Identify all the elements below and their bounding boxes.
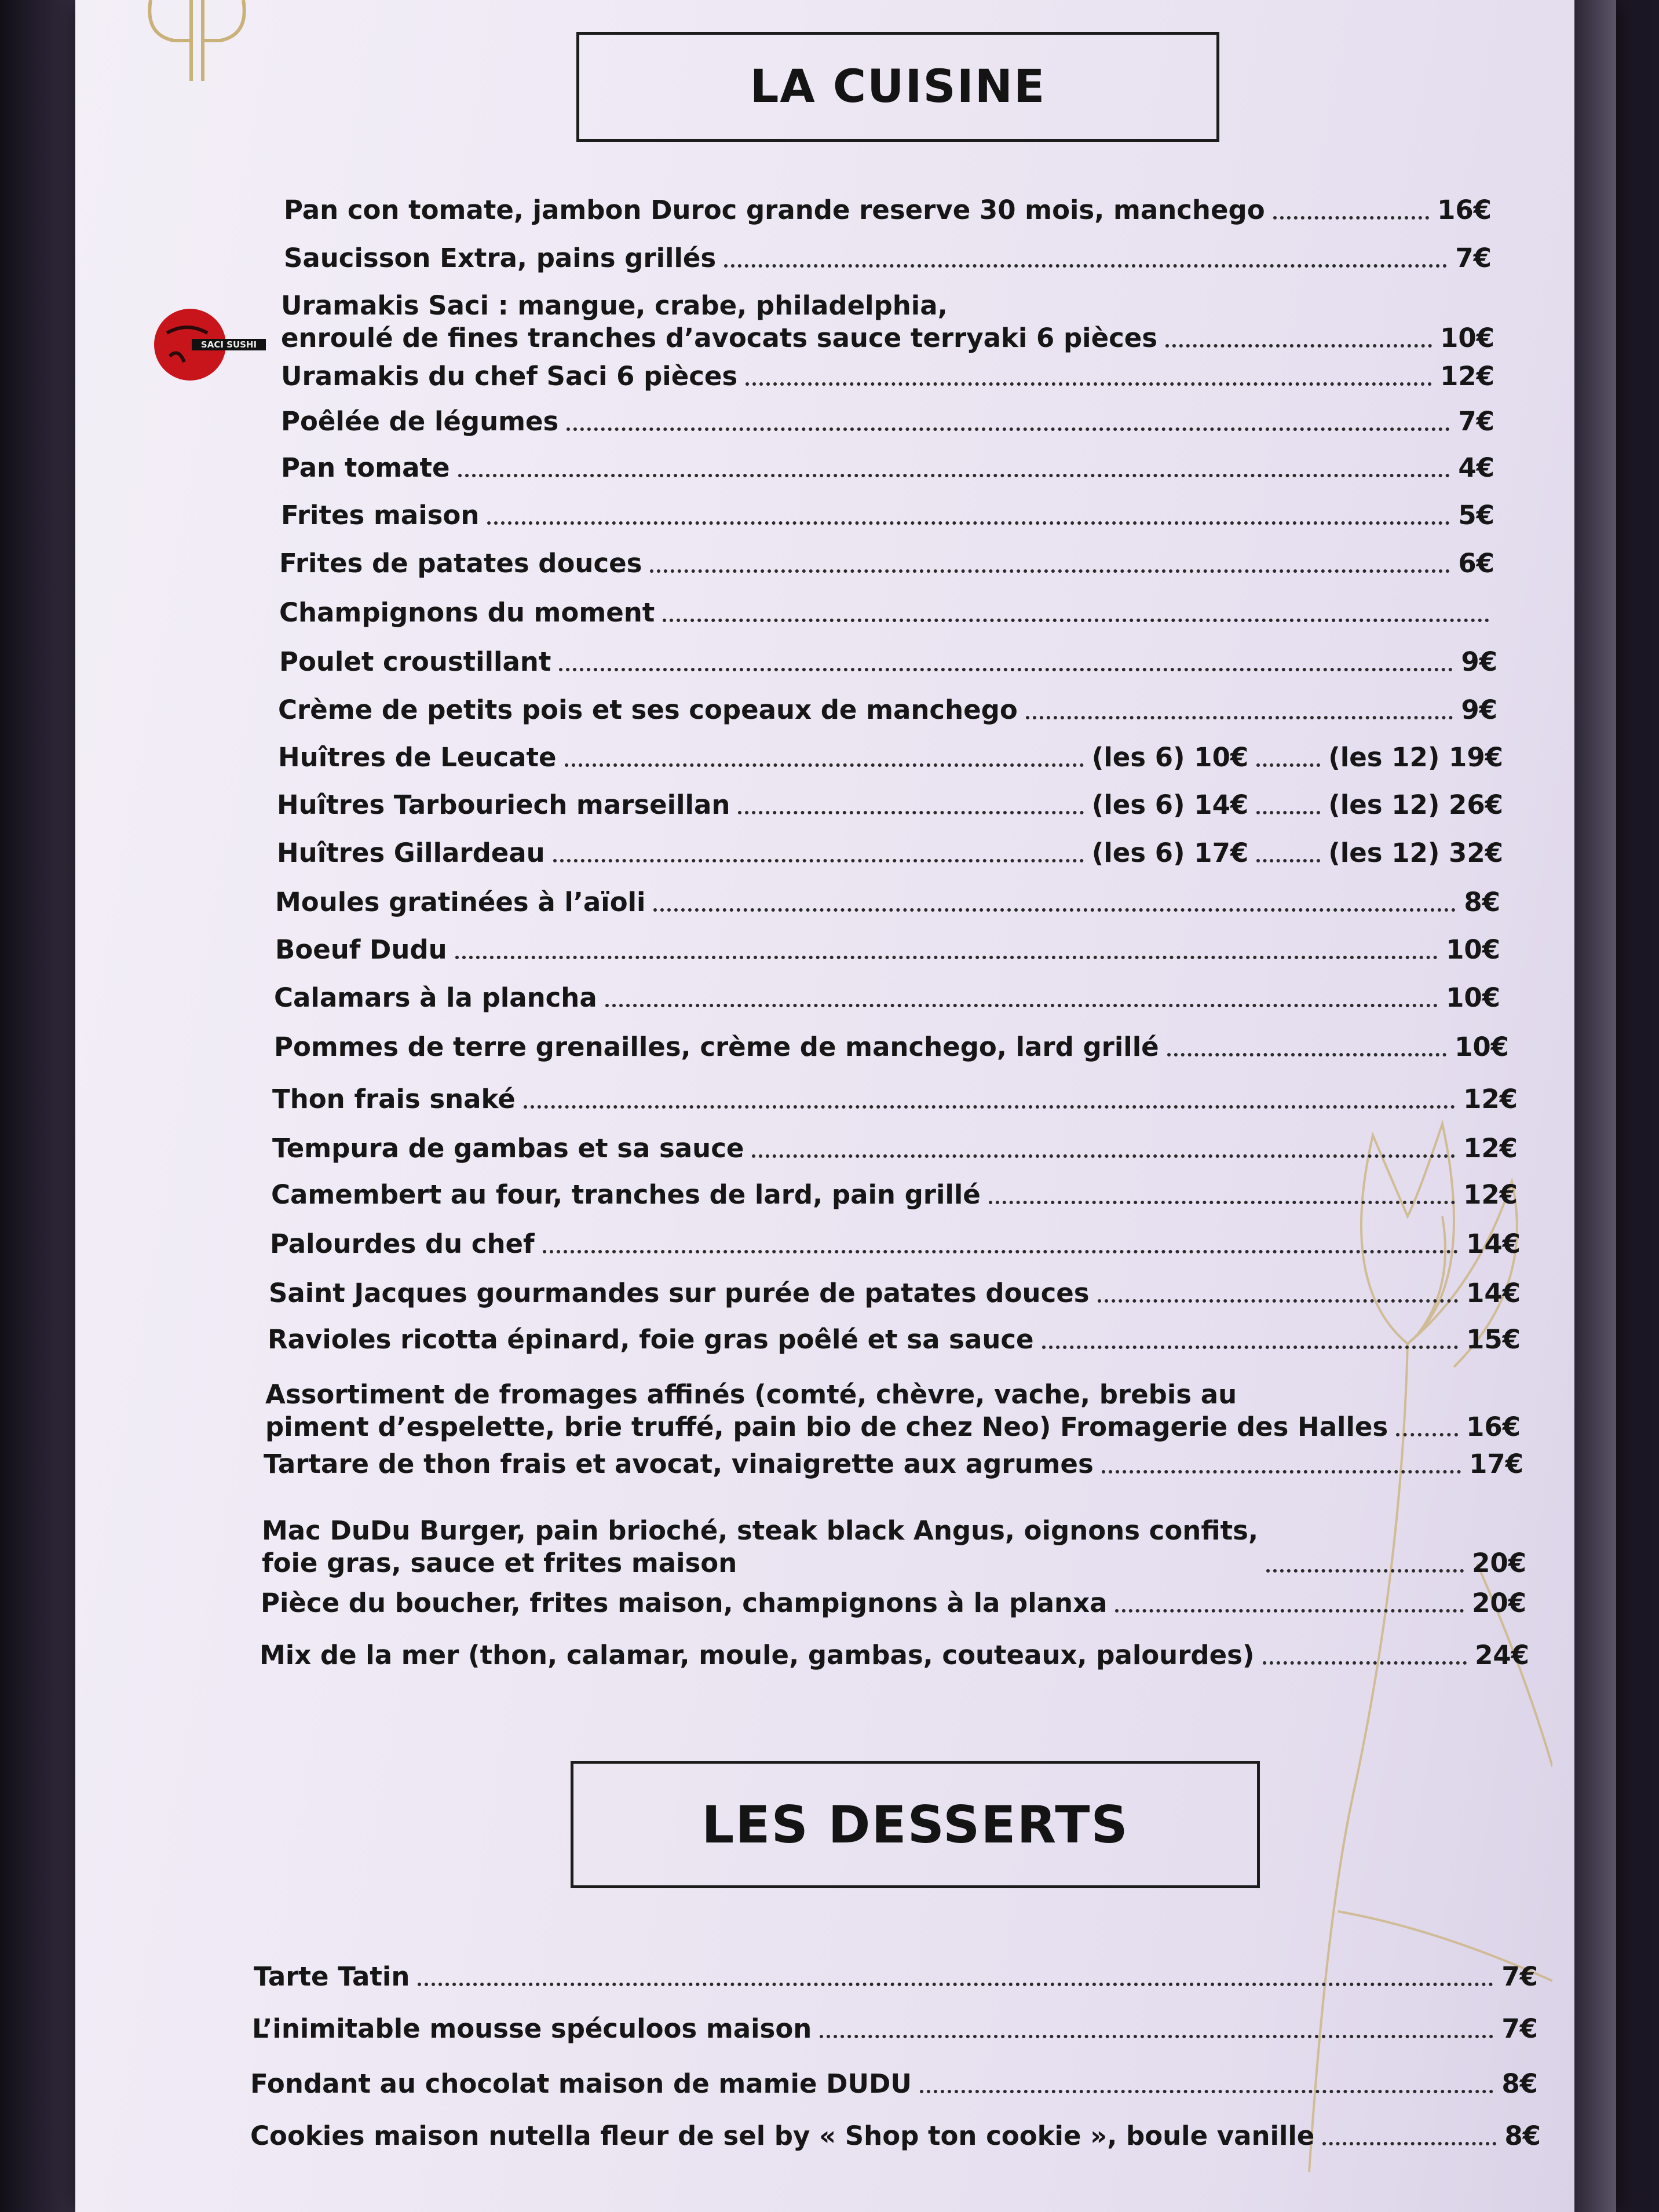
cuisine-item-row bbox=[284, 242, 1492, 275]
dessert-item-row bbox=[252, 2013, 1538, 2045]
cuisine-item-row bbox=[260, 1639, 1529, 1672]
cuisine-item-name: Uramakis du chef Saci 6 pièces bbox=[281, 361, 738, 392]
dot-leader bbox=[1322, 2142, 1496, 2145]
dot-leader bbox=[559, 668, 1453, 671]
cuisine-item-row bbox=[278, 694, 1497, 726]
dot-leader bbox=[1263, 1661, 1467, 1665]
cuisine-item-name: Mac DuDu Burger, pain brioché, steak black Angus, oignons confits, foie gras, sauce et frites maison bbox=[262, 1515, 1259, 1578]
cuisine-item-price: 7€ bbox=[1455, 243, 1492, 273]
dessert-item-row bbox=[250, 2068, 1538, 2100]
dot-leader bbox=[663, 619, 1489, 622]
cuisine-item-price: 10€ bbox=[1455, 1032, 1509, 1062]
cuisine-item-row bbox=[272, 1083, 1518, 1116]
cuisine-item-row bbox=[279, 547, 1494, 580]
dessert-item-name: Fondant au chocolat maison de mamie DUDU bbox=[250, 2068, 912, 2099]
dot-leader bbox=[1102, 1470, 1461, 1474]
dot-leader bbox=[605, 1004, 1438, 1007]
cuisine-item-price: 14€ bbox=[1466, 1278, 1521, 1308]
cuisine-item-price: 5€ bbox=[1458, 500, 1494, 531]
cuisine-item-name: Tempura de gambas et sa sauce bbox=[272, 1133, 744, 1164]
dot-leader bbox=[752, 1154, 1455, 1158]
cuisine-item-price: 6€ bbox=[1458, 548, 1494, 579]
cuisine-item-row bbox=[261, 1587, 1526, 1619]
cuisine-item-row bbox=[270, 1228, 1521, 1260]
dot-leader bbox=[1256, 811, 1320, 814]
cuisine-item-name: Thon frais snaké bbox=[272, 1084, 516, 1114]
cuisine-item-name: Pan con tomate, jambon Duroc grande reserve 30 mois, manchego bbox=[284, 195, 1265, 225]
dessert-item-name: L’inimitable mousse spéculoos maison bbox=[252, 2013, 812, 2044]
dot-leader bbox=[487, 521, 1450, 525]
cuisine-item-price: 7€ bbox=[1458, 406, 1494, 437]
cuisine-item-name: Poulet croustillant bbox=[279, 646, 551, 677]
cuisine-item-price: (les 12) 26€ bbox=[1328, 789, 1503, 820]
cuisine-item-row bbox=[277, 789, 1503, 821]
cuisine-item-row bbox=[265, 1379, 1521, 1443]
dot-leader bbox=[1273, 216, 1429, 220]
dot-leader bbox=[650, 569, 1450, 573]
cuisine-item-name: Assortiment de fromages affinés (comté, chèvre, vache, brebis au piment d’espelette, brie truffé, pain bio de chez Neo) Fromagerie des Halles bbox=[265, 1379, 1388, 1442]
cuisine-item-price: 12€ bbox=[1463, 1179, 1518, 1210]
cuisine-item-name: Crème de petits pois et ses copeaux de manchego bbox=[278, 694, 1018, 725]
dessert-item-row bbox=[250, 2120, 1541, 2152]
cuisine-item-row bbox=[269, 1277, 1521, 1310]
dot-leader bbox=[738, 811, 1083, 814]
dot-leader bbox=[565, 763, 1084, 767]
cuisine-item-price: 9€ bbox=[1461, 646, 1497, 677]
cuisine-item-name: Uramakis Saci : mangue, crabe, philadelphia, enroulé de fines tranches d’avocats sauce terryaki 6 pièces bbox=[281, 290, 1158, 353]
cuisine-item-price: 17€ bbox=[1469, 1449, 1523, 1479]
cuisine-item-price: 24€ bbox=[1475, 1640, 1529, 1670]
dessert-item-name: Tarte Tatin bbox=[254, 1961, 410, 1992]
section-title-cuisine: LA CUISINE bbox=[576, 32, 1219, 142]
dot-leader bbox=[820, 2035, 1493, 2038]
cuisine-item-price: 15€ bbox=[1466, 1324, 1521, 1355]
cuisine-item-name: Pommes de terre grenailles, crème de manchego, lard grillé bbox=[274, 1032, 1159, 1062]
cuisine-item-name: Huîtres Tarbouriech marseillan bbox=[277, 789, 730, 820]
dot-leader bbox=[458, 474, 1450, 477]
dot-leader bbox=[1042, 1346, 1459, 1349]
sushi-badge-label: SACI SUSHI bbox=[200, 339, 257, 350]
dot-leader bbox=[1165, 344, 1432, 348]
dot-leader bbox=[920, 2090, 1493, 2093]
dot-leader bbox=[1115, 1609, 1464, 1613]
cuisine-item-name: Huîtres Gillardeau bbox=[277, 838, 545, 868]
dessert-item-row bbox=[254, 1961, 1538, 1993]
cuisine-item-price: 14€ bbox=[1466, 1229, 1521, 1259]
cuisine-item-price: 10€ bbox=[1446, 934, 1500, 965]
cuisine-item-name: Calamars à la plancha bbox=[274, 982, 597, 1013]
cuisine-item-name: Huîtres de Leucate bbox=[278, 742, 557, 773]
cuisine-item-price: (les 12) 19€ bbox=[1328, 742, 1503, 773]
cuisine-item-row bbox=[268, 1323, 1521, 1356]
dessert-item-price: 7€ bbox=[1501, 2013, 1538, 2044]
cuisine-item-price: 9€ bbox=[1461, 694, 1497, 725]
cuisine-item-price: 8€ bbox=[1464, 887, 1500, 917]
dot-leader bbox=[1256, 763, 1320, 767]
cuisine-item-row bbox=[275, 934, 1500, 966]
cuisine-item-row bbox=[281, 290, 1494, 354]
cuisine-item-name: Poêlée de légumes bbox=[281, 406, 559, 437]
cuisine-item-price: 12€ bbox=[1440, 361, 1494, 392]
dot-leader bbox=[553, 859, 1084, 862]
cuisine-item-row bbox=[262, 1515, 1526, 1580]
dot-leader bbox=[724, 264, 1447, 268]
cuisine-item-row bbox=[279, 646, 1497, 678]
cuisine-item-name: Champignons du moment bbox=[279, 597, 655, 628]
cuisine-item-price: (les 12) 32€ bbox=[1328, 838, 1503, 868]
dot-leader bbox=[543, 1250, 1458, 1253]
cuisine-item-row bbox=[277, 837, 1503, 869]
cuisine-item-price: 12€ bbox=[1463, 1084, 1518, 1114]
cuisine-item-price: 16€ bbox=[1466, 1412, 1521, 1442]
cuisine-item-row bbox=[271, 1179, 1518, 1211]
cuisine-item-row bbox=[264, 1448, 1523, 1480]
cuisine-item-name: Moules gratinées à l’aïoli bbox=[275, 887, 646, 917]
cuisine-item-price: 10€ bbox=[1446, 982, 1500, 1013]
cuisine-item-row bbox=[278, 741, 1503, 774]
cuisine-item-row bbox=[272, 1132, 1518, 1165]
cuisine-item-name: Saint Jacques gourmandes sur purée de patates douces bbox=[269, 1278, 1090, 1308]
cuisine-item-row bbox=[281, 405, 1494, 438]
cuisine-item-name: Palourdes du chef bbox=[270, 1229, 535, 1259]
dot-leader bbox=[455, 956, 1438, 959]
dot-leader bbox=[418, 1983, 1493, 1986]
dot-leader bbox=[1396, 1433, 1458, 1436]
dot-leader bbox=[989, 1201, 1455, 1204]
cuisine-item-row bbox=[281, 360, 1494, 393]
cuisine-item-price-six: (les 6) 14€ bbox=[1091, 789, 1249, 820]
cuisine-item-row bbox=[281, 499, 1494, 532]
dessert-item-price: 8€ bbox=[1501, 2068, 1538, 2099]
cuisine-item-row bbox=[274, 982, 1500, 1014]
dot-leader bbox=[524, 1105, 1455, 1109]
cuisine-item-row bbox=[284, 194, 1492, 226]
cuisine-item-name: Tartare de thon frais et avocat, vinaigrette aux agrumes bbox=[264, 1449, 1094, 1479]
cuisine-item-name: Mix de la mer (thon, calamar, moule, gambas, couteaux, palourdes) bbox=[260, 1640, 1255, 1670]
dessert-item-price: 8€ bbox=[1504, 2120, 1541, 2151]
cuisine-item-name: Camembert au four, tranches de lard, pain grillé bbox=[271, 1179, 981, 1210]
cuisine-item-price: 12€ bbox=[1463, 1133, 1518, 1164]
cuisine-item-price: 4€ bbox=[1458, 452, 1494, 483]
dot-leader bbox=[1256, 859, 1320, 862]
dessert-item-price: 7€ bbox=[1501, 1961, 1538, 1992]
dot-leader bbox=[1098, 1299, 1459, 1303]
dot-leader bbox=[746, 382, 1432, 386]
dot-leader bbox=[653, 908, 1456, 912]
cuisine-item-price: 20€ bbox=[1472, 1548, 1526, 1578]
cuisine-item-name: Frites de patates douces bbox=[279, 548, 642, 579]
cuisine-item-name: Saucisson Extra, pains grillés bbox=[284, 243, 717, 273]
cuisine-item-price: 16€ bbox=[1437, 195, 1492, 225]
cuisine-item-row bbox=[275, 886, 1500, 919]
cuisine-item-price: 20€ bbox=[1472, 1588, 1526, 1618]
dot-leader bbox=[1266, 1569, 1464, 1573]
cuisine-item-name: Frites maison bbox=[281, 500, 480, 531]
dot-leader bbox=[1026, 716, 1453, 719]
section-title-desserts: LES DESSERTS bbox=[571, 1761, 1260, 1888]
dot-leader bbox=[567, 427, 1450, 431]
cuisine-item-price-six: (les 6) 17€ bbox=[1091, 838, 1249, 868]
cuisine-item-row bbox=[274, 1031, 1509, 1063]
cuisine-item-price-six: (les 6) 10€ bbox=[1091, 742, 1249, 773]
cuisine-item-name: Boeuf Dudu bbox=[275, 934, 447, 965]
cuisine-item-name: Ravioles ricotta épinard, foie gras poêlé et sa sauce bbox=[268, 1324, 1034, 1355]
dessert-item-name: Cookies maison nutella fleur de sel by « Shop ton cookie », boule vanille bbox=[250, 2120, 1315, 2151]
cuisine-item-name: Pan tomate bbox=[281, 452, 450, 483]
cuisine-item-row bbox=[281, 452, 1494, 484]
cuisine-item-name: Pièce du boucher, frites maison, champignons à la planxa bbox=[261, 1588, 1108, 1618]
dot-leader bbox=[1167, 1053, 1446, 1056]
cuisine-item-price: 10€ bbox=[1440, 323, 1494, 353]
cuisine-item-row bbox=[279, 597, 1497, 629]
